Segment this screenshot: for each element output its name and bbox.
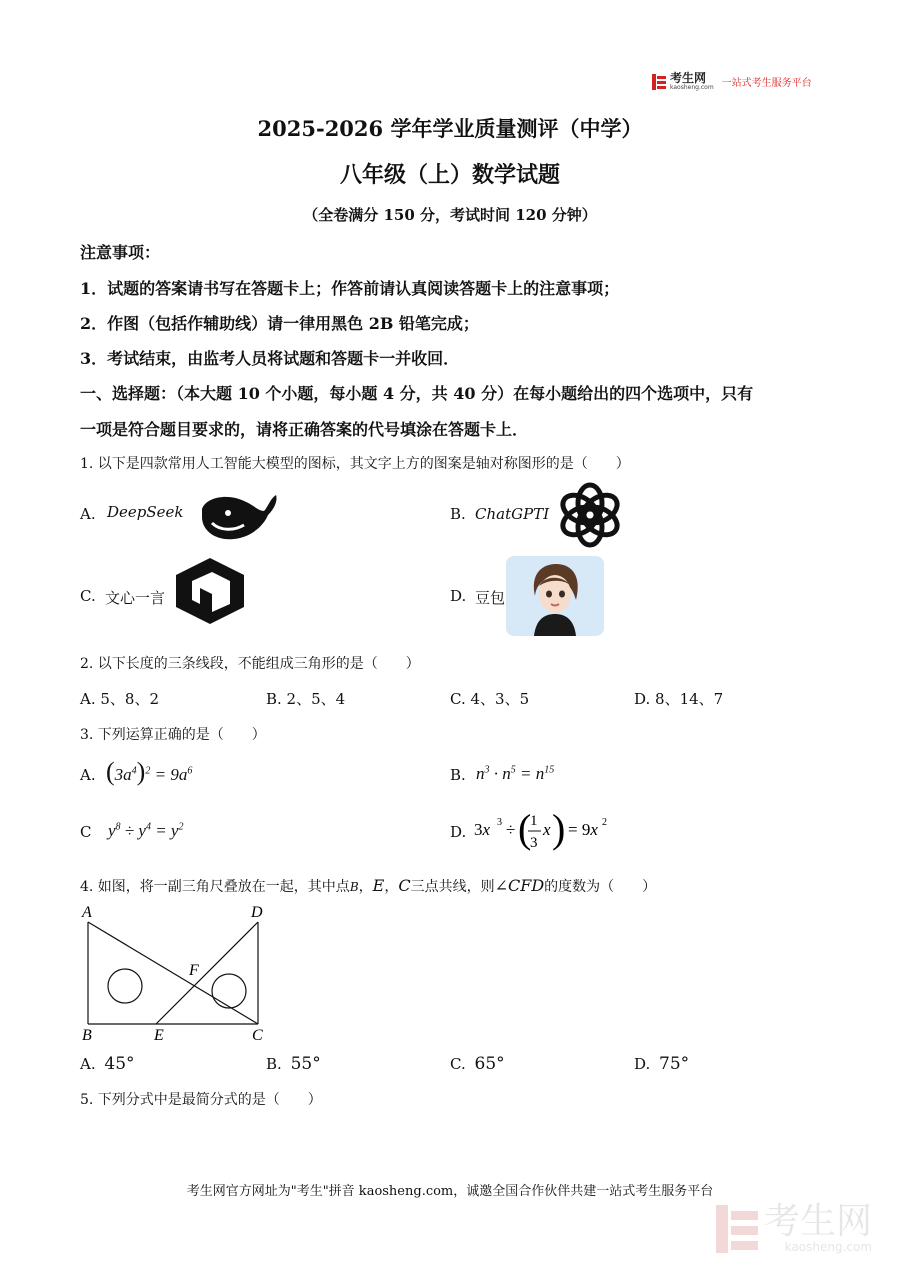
q3-option-a-letter: A.: [80, 766, 96, 784]
svg-text:2: 2: [602, 817, 607, 828]
label-a: A: [82, 904, 92, 921]
logo-name: 考生网: [670, 71, 707, 85]
wenxin-hexagon-icon: [172, 556, 248, 626]
triangle-hole-right: [212, 974, 246, 1008]
svg-text:): ): [552, 806, 566, 851]
note-item-1: 1．试题的答案请书写在答题卡上；作答前请认真阅读答题卡上的注意事项；: [80, 279, 620, 298]
q1-option-b-text: ChatGPTI: [475, 505, 550, 523]
exam-subtitle: 八年级（上）数学试题: [339, 162, 560, 188]
q3-option-c-formula: $y^8 \div y^4 = y^2$: [108, 821, 184, 840]
logo-text-block: [670, 72, 714, 91]
kaosheng-logo-icon: [652, 74, 666, 90]
svg-text:÷: ÷: [506, 820, 516, 839]
watermark-logo-icon: [716, 1205, 758, 1253]
q2-option-c: C. 4、3、5: [450, 690, 530, 708]
triangle-hole-left: [108, 969, 142, 1003]
label-b: B: [82, 1027, 92, 1044]
chatgpt-knot-icon: [554, 481, 626, 549]
q4-figure: [80, 900, 280, 1046]
q3-stem: 3. 下列运算正确的是（ ）: [80, 727, 266, 743]
q4-stem-suffix: 的度数为（ ）: [544, 879, 657, 895]
label-d: D: [251, 904, 263, 921]
q3-option-d-letter: D.: [450, 823, 467, 841]
q1-option-a-letter: A.: [80, 505, 96, 523]
doubao-avatar-icon: [506, 556, 604, 636]
q2-option-a: A. 5、8、2: [80, 690, 159, 708]
q1-option-c-text: 文心一言: [105, 589, 166, 607]
note-item-3: 3．考试结束，由监考人员将试题和答题卡一并收回．: [80, 349, 460, 368]
exam-info: （全卷满分 150 分，考试时间 120 分钟）: [303, 206, 597, 224]
label-c: C: [252, 1027, 263, 1044]
q4-option-d-value: 75°: [659, 1054, 690, 1074]
svg-text:(: (: [518, 806, 532, 851]
q4-point-c: C: [398, 876, 411, 895]
q4-sep2: ，: [384, 879, 399, 895]
deepseek-whale-icon: [198, 487, 280, 543]
svg-text:3x: 3x: [474, 820, 491, 839]
q4-option-d-letter: D.: [634, 1055, 651, 1073]
q1-option-a-text: DeepSeek: [107, 503, 184, 521]
watermark: [716, 1201, 873, 1254]
q3-option-d-formula: [474, 804, 614, 856]
q2-option-d: D. 8、14、7: [634, 690, 724, 708]
q4-option-c-letter: C.: [450, 1055, 466, 1073]
q2-stem: 2. 以下长度的三条线段，不能组成三角形的是（ ）: [80, 656, 420, 672]
svg-text:x: x: [543, 820, 551, 839]
watermark-name: 考生网: [764, 1201, 873, 1242]
q4-stem-prefix: 4. 如图，将一副三角尺叠放在一起，其中点: [80, 879, 350, 895]
exam-title: 2025-2026 学年学业质量测评（中学）: [257, 116, 643, 141]
watermark-text-block: [764, 1201, 873, 1254]
q4-point-b: B: [349, 880, 359, 894]
svg-text:= 9x: = 9x: [568, 820, 598, 839]
q4-option-b-letter: B.: [266, 1055, 282, 1073]
q4-sep: ，: [358, 879, 373, 895]
q3-option-b-letter: B.: [450, 766, 466, 784]
q4-option-b-value: 55°: [290, 1054, 321, 1074]
label-f: F: [189, 962, 199, 979]
q4-angle: ∠CFD: [494, 876, 545, 895]
q4-option-d: [634, 1054, 689, 1074]
section1-intro-2: 一项是符合题目要求的，请将正确答案的代号填涂在答题卡上．: [80, 420, 529, 439]
q4-stem-mid: 三点共线，则: [410, 879, 495, 895]
notes-heading: 注意事项：: [80, 243, 161, 262]
logo-domain: kaosheng.com: [670, 84, 714, 91]
watermark-domain: kaosheng.com: [784, 1240, 873, 1254]
q1-option-d-text: 豆包: [475, 589, 506, 607]
note-item-2: 2．作图（包括作辅助线）请一律用黑色 2B 铅笔完成；: [80, 314, 479, 333]
q1-option-d-letter: D.: [450, 587, 467, 605]
q4-option-a: [80, 1054, 135, 1074]
svg-text:3: 3: [497, 817, 502, 828]
header-logo: [652, 72, 812, 91]
q1-stem: 1. 以下是四款常用人工智能大模型的图标，其文字上方的图案是轴对称图形的是（ ）: [80, 456, 630, 472]
label-e: E: [154, 1027, 164, 1044]
svg-text:3: 3: [530, 835, 538, 851]
q4-stem: [80, 876, 656, 896]
section1-intro: 一、选择题：（本大题 10 个小题，每小题 4 分，共 40 分）在每小题给出的四个选项中，只有: [80, 384, 754, 403]
q3-option-c-letter: C: [80, 823, 92, 841]
q4-option-c-value: 65°: [474, 1054, 505, 1074]
q3-option-a-formula: $(3a^4)^2 = 9a^6$: [106, 757, 193, 786]
q4-option-a-value: 45°: [104, 1054, 135, 1074]
q4-point-e: E: [372, 876, 385, 895]
q4-option-b: [266, 1054, 321, 1074]
q1-option-b-letter: B.: [450, 505, 466, 523]
logo-slogan: 一站式考生服务平台: [721, 78, 812, 89]
q4-option-c: [450, 1054, 505, 1074]
segment-de: [156, 922, 258, 1024]
q1-option-c-letter: C.: [80, 587, 96, 605]
page-footer: 考生网官方网址为"考生"拼音 kaosheng.com，诚邀全国合作伙伴共建一站式考生服务平台: [186, 1184, 714, 1199]
svg-text:1: 1: [530, 813, 538, 829]
q5-stem: 5. 下列分式中是最简分式的是（ ）: [80, 1092, 322, 1108]
q4-option-a-letter: A.: [80, 1055, 96, 1073]
q2-option-b: B. 2、5、4: [266, 690, 346, 708]
q3-option-b-formula: $n^3 \cdot n^5 = n^{15}$: [476, 764, 555, 783]
